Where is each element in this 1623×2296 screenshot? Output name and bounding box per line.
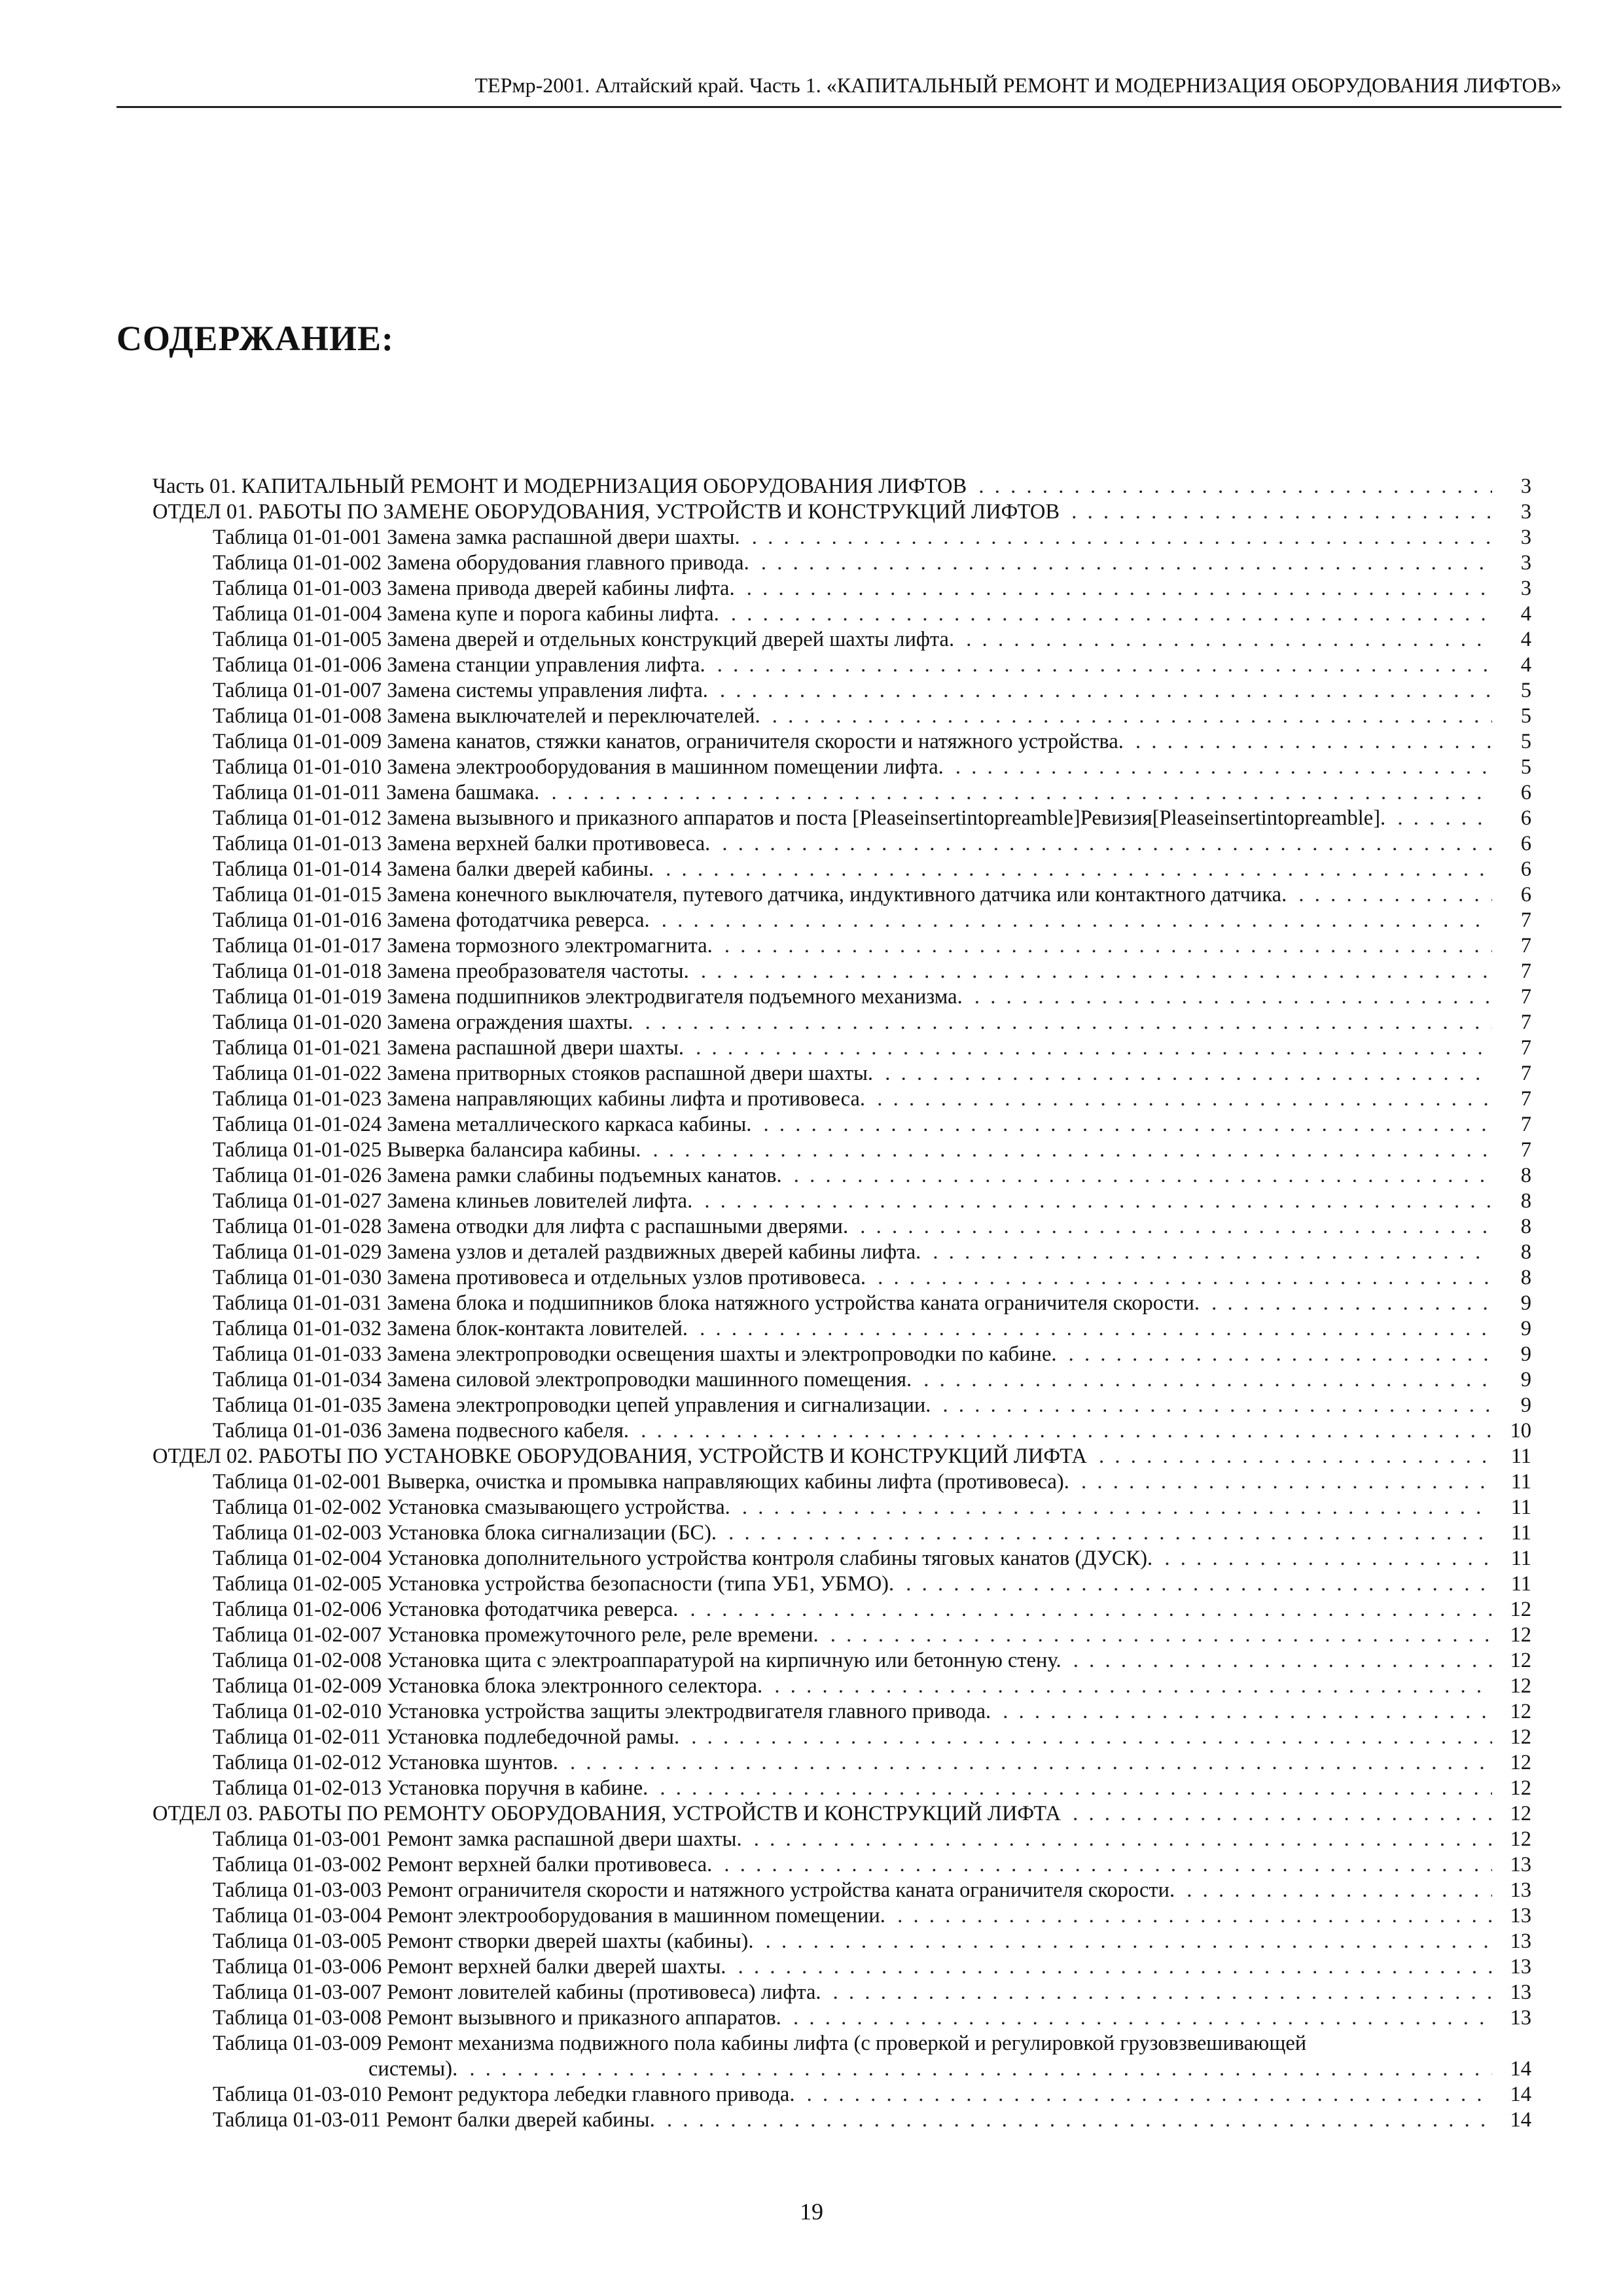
toc-table-entry[interactable] bbox=[152, 1418, 1531, 1444]
toc-entry-title: Таблица 01-01-033 Замена электропроводки освещения шахты и электропроводки по кабине. bbox=[213, 1342, 1057, 1366]
toc-page-number: 12 bbox=[1510, 1725, 1531, 1749]
toc-dot-leader bbox=[629, 1418, 1492, 1444]
toc-page-number: 3 bbox=[1520, 500, 1531, 524]
toc-dot-leader bbox=[819, 1623, 1492, 1648]
toc-dot-leader bbox=[1385, 806, 1492, 831]
toc-page-number: 3 bbox=[1520, 475, 1531, 498]
toc-dot-leader bbox=[762, 1674, 1492, 1699]
toc-entry-title: Таблица 01-02-006 Установка фотодатчика реверса. bbox=[213, 1598, 679, 1621]
toc-page-number: 12 bbox=[1510, 1649, 1531, 1672]
toc-table-entry[interactable] bbox=[152, 1367, 1531, 1393]
toc-table-entry[interactable] bbox=[152, 1597, 1531, 1623]
toc-table-entry[interactable] bbox=[152, 1061, 1531, 1086]
page-title: СОДЕРЖАНИЕ: bbox=[116, 319, 394, 358]
toc-table-entry[interactable] bbox=[152, 1852, 1531, 1878]
toc-dot-leader bbox=[735, 576, 1492, 601]
toc-entry-title: Таблица 01-01-015 Замена конечного выключателя, путевого датчика, индуктивного датчика или контактного датчика. bbox=[213, 883, 1287, 906]
toc-entry-title: ОТДЕЛ 03. РАБОТЫ ПО РЕМОНТУ ОБОРУДОВАНИЯ, УСТРОЙСТВ И КОНСТРУКЦИЙ ЛИФТА bbox=[152, 1802, 1061, 1825]
toc-page-number: 7 bbox=[1520, 1138, 1531, 1162]
toc-table-entry[interactable] bbox=[152, 1035, 1531, 1061]
toc-dot-leader bbox=[650, 908, 1492, 933]
toc-table-entry[interactable] bbox=[152, 1163, 1531, 1189]
toc-entry-title: Таблица 01-01-026 Замена рамки слабины подъемных канатов. bbox=[213, 1164, 782, 1187]
toc-table-entry[interactable] bbox=[152, 806, 1531, 831]
toc-table-entry[interactable] bbox=[152, 1827, 1531, 1852]
toc-table-entry[interactable] bbox=[152, 1546, 1531, 1571]
toc-dot-leader bbox=[865, 1086, 1492, 1112]
toc-entry-title: Таблица 01-02-003 Установка блока сигнализации (БС). bbox=[213, 1521, 717, 1545]
toc-table-entry[interactable] bbox=[152, 1214, 1531, 1240]
toc-table-entry[interactable] bbox=[152, 959, 1531, 984]
toc-page-number: 8 bbox=[1520, 1240, 1531, 1264]
toc-table-entry[interactable] bbox=[152, 1112, 1531, 1138]
toc-table-entry[interactable] bbox=[152, 1929, 1531, 1954]
toc-table-entry[interactable] bbox=[152, 2082, 1531, 2108]
toc-entry-title: Таблица 01-02-009 Установка блока электронного селектора. bbox=[213, 1674, 763, 1698]
toc-page-number: 7 bbox=[1520, 1036, 1531, 1060]
toc-entry-title: Таблица 01-03-002 Ремонт верхней балки противовеса. bbox=[213, 1853, 713, 1876]
toc-page-number: 7 bbox=[1520, 1113, 1531, 1136]
toc-dot-leader bbox=[963, 984, 1492, 1010]
toc-dot-leader bbox=[717, 1520, 1492, 1546]
toc-dot-leader bbox=[1152, 1546, 1492, 1571]
toc-table-entry[interactable] bbox=[152, 601, 1531, 627]
toc-page-number: 9 bbox=[1520, 1368, 1531, 1391]
toc-dot-leader bbox=[726, 1954, 1492, 1980]
toc-page-number: 12 bbox=[1510, 1827, 1531, 1851]
toc-table-entry[interactable] bbox=[152, 2005, 1531, 2031]
toc-entry-title: Таблица 01-03-007 Ремонт ловителей кабины (противовеса) лифта. bbox=[213, 1981, 821, 2004]
toc-table-entry[interactable] bbox=[152, 2108, 1531, 2133]
toc-page-number: 4 bbox=[1520, 628, 1531, 651]
toc-entry-title: Таблица 01-03-006 Ремонт верхней балки дверей шахты. bbox=[213, 1955, 726, 1979]
toc-table-entry[interactable] bbox=[152, 1240, 1531, 1265]
toc-entry-title: Таблица 01-01-012 Замена вызывного и приказного аппаратов и поста [Pleaseinsertintopreamble]Ревизия[Pleaseinsertintopreamble]. bbox=[213, 806, 1386, 830]
toc-entry-title: Таблица 01-02-012 Установка шунтов. bbox=[213, 1751, 558, 1774]
toc-entry-title: Таблица 01-02-004 Установка дополнительного устройства контроля слабины тяговых канатов (ДУСК). bbox=[213, 1547, 1153, 1570]
toc-table-entry[interactable] bbox=[152, 1725, 1531, 1750]
toc-table-entry[interactable] bbox=[152, 882, 1531, 908]
toc-entry-title: Таблица 01-01-004 Замена купе и порога кабины лифта. bbox=[213, 602, 719, 626]
toc-dot-leader bbox=[967, 474, 1492, 499]
toc-table-entry[interactable] bbox=[152, 1750, 1531, 1776]
toc-dot-leader bbox=[633, 1010, 1493, 1035]
toc-page-number: 11 bbox=[1510, 1572, 1531, 1596]
toc-entry-title: Таблица 01-01-023 Замена направляющих кабины лифта и противовеса. bbox=[213, 1087, 866, 1111]
toc-dot-leader bbox=[705, 653, 1492, 678]
toc-dot-leader bbox=[457, 2056, 1492, 2082]
toc-page-number: 6 bbox=[1520, 781, 1531, 804]
toc-table-entry[interactable] bbox=[152, 729, 1531, 755]
toc-section-entry[interactable] bbox=[152, 1801, 1531, 1827]
toc-table-entry[interactable] bbox=[152, 576, 1531, 601]
toc-dot-leader bbox=[692, 1189, 1492, 1214]
toc-dot-leader bbox=[641, 1138, 1492, 1163]
toc-entry-title: Таблица 01-02-007 Установка промежуточного реле, реле времени. bbox=[213, 1623, 819, 1647]
toc-entry-title-continuation: системы). bbox=[368, 2057, 458, 2081]
toc-entry-title: Таблица 01-01-025 Выверка балансира кабины. bbox=[213, 1138, 641, 1162]
toc-table-entry[interactable] bbox=[152, 653, 1531, 678]
toc-table-entry[interactable] bbox=[152, 1878, 1531, 1903]
toc-page-number: 4 bbox=[1520, 602, 1531, 626]
toc-entry-title: Таблица 01-01-022 Замена притворных стояков распашной двери шахты. bbox=[213, 1062, 874, 1085]
toc-entry-title: Таблица 01-01-002 Замена оборудования главного привода. bbox=[213, 551, 749, 575]
toc-page-number: 5 bbox=[1520, 730, 1531, 753]
toc-table-entry[interactable] bbox=[152, 1674, 1531, 1699]
toc-page-number: 5 bbox=[1520, 704, 1531, 728]
toc-entry-title: Таблица 01-03-010 Ремонт редуктора лебедки главного привода. bbox=[213, 2083, 795, 2106]
toc-dot-leader bbox=[740, 525, 1492, 550]
toc-entry-title: Таблица 01-02-008 Установка щита с электроаппаратурой на кирпичную или бетонную стену. bbox=[213, 1649, 1061, 1672]
toc-entry-title: Таблица 01-01-027 Замена клиньев ловителей лифта. bbox=[213, 1189, 693, 1213]
toc-dot-leader bbox=[712, 1852, 1492, 1878]
toc-dot-leader bbox=[866, 1265, 1492, 1291]
toc-table-entry[interactable] bbox=[152, 1138, 1531, 1163]
toc-table-entry[interactable] bbox=[152, 1520, 1531, 1546]
toc-entry-title: Таблица 01-03-001 Ремонт замка распашной двери шахты. bbox=[213, 1827, 742, 1851]
toc-page-number: 9 bbox=[1520, 1342, 1531, 1366]
toc-dot-leader bbox=[655, 2108, 1492, 2133]
toc-dot-leader bbox=[1087, 1444, 1492, 1469]
toc-dot-leader bbox=[1061, 1801, 1492, 1827]
toc-dot-leader bbox=[1061, 1648, 1492, 1674]
toc-dot-leader bbox=[954, 627, 1492, 653]
toc-entry-title: Таблица 01-02-005 Установка устройства безопасности (типа УБ1, УБМО). bbox=[213, 1572, 895, 1596]
toc-entry-title: Таблица 01-03-009 Ремонт механизма подвижного пола кабины лифта (с проверкой и регулировкой грузовзвешивающей bbox=[213, 2032, 1307, 2055]
toc-dot-leader bbox=[921, 1240, 1492, 1265]
toc-table-entry[interactable] bbox=[152, 1954, 1531, 1980]
toc-entry-title: Таблица 01-02-001 Выверка, очистка и промывка направляющих кабины лифта (противовеса). bbox=[213, 1470, 1069, 1494]
toc-table-entry[interactable] bbox=[152, 1776, 1531, 1801]
toc-page-number: 9 bbox=[1520, 1317, 1531, 1340]
toc-table-entry[interactable] bbox=[152, 780, 1531, 806]
toc-entry-title: Таблица 01-01-020 Замена ограждения шахты. bbox=[213, 1011, 633, 1034]
toc-entry-title: Таблица 01-02-002 Установка смазывающего устройства. bbox=[213, 1496, 730, 1519]
toc-entry-title: Таблица 01-01-006 Замена станции управления лифта. bbox=[213, 653, 705, 677]
toc-table-entry[interactable] bbox=[152, 2031, 1531, 2082]
toc-entry-title: Таблица 01-01-030 Замена противовеса и отдельных узлов противовеса. bbox=[213, 1266, 866, 1289]
toc-dot-leader bbox=[781, 2005, 1492, 2031]
toc-page-number: 8 bbox=[1520, 1266, 1531, 1289]
toc-entry-title: Таблица 01-01-001 Замена замка распашной двери шахты. bbox=[213, 526, 740, 549]
toc-dot-leader bbox=[760, 704, 1492, 729]
toc-entry-title: Таблица 01-01-031 Замена блока и подшипников блока натяжного устройства каната ограничителя скорости. bbox=[213, 1291, 1200, 1315]
toc-page-number: 7 bbox=[1520, 960, 1531, 983]
toc-entry-title: Таблица 01-03-011 Ремонт балки дверей кабины. bbox=[213, 2108, 655, 2132]
toc-dot-leader bbox=[848, 1214, 1492, 1240]
toc-page-number: 3 bbox=[1520, 577, 1531, 600]
toc-entry-title: Таблица 01-01-007 Замена системы управления лифта. bbox=[213, 679, 708, 702]
toc-dot-leader bbox=[710, 831, 1492, 857]
toc-table-entry[interactable] bbox=[152, 755, 1531, 780]
toc-entry-title: Таблица 01-03-005 Ремонт створки дверей шахты (кабины). bbox=[213, 1929, 754, 1953]
toc-page-number: 12 bbox=[1510, 1802, 1531, 1825]
toc-dot-leader bbox=[689, 959, 1492, 984]
toc-entry-title: Таблица 01-03-003 Ремонт ограничителя скорости и натяжного устройства каната ограничителя скорости. bbox=[213, 1878, 1175, 1902]
toc-entry-title: Таблица 01-01-024 Замена металлического каркаса кабины. bbox=[213, 1113, 752, 1136]
toc-dot-leader bbox=[821, 1980, 1492, 2005]
toc-dot-leader bbox=[1175, 1878, 1492, 1903]
toc-page-number: 12 bbox=[1510, 1776, 1531, 1800]
toc-page-number: 13 bbox=[1510, 1955, 1531, 1979]
toc-page-number: 4 bbox=[1520, 653, 1531, 677]
toc-page-number: 13 bbox=[1510, 2006, 1531, 2030]
toc-entry-title: Таблица 01-01-021 Замена распашной двери шахты. bbox=[213, 1036, 684, 1060]
toc-entry-title: Таблица 01-01-014 Замена балки дверей кабины. bbox=[213, 857, 654, 881]
toc-page-number: 7 bbox=[1520, 1011, 1531, 1034]
toc-page-number: 14 bbox=[1510, 2057, 1531, 2081]
toc-page-number: 3 bbox=[1520, 551, 1531, 575]
toc-entry-title: Таблица 01-01-017 Замена тормозного электромагнита. bbox=[213, 934, 713, 958]
toc-table-entry[interactable] bbox=[152, 857, 1531, 882]
toc-entry-title: Таблица 01-01-003 Замена привода дверей кабины лифта. bbox=[213, 577, 735, 600]
toc-table-entry[interactable] bbox=[152, 678, 1531, 704]
toc-dot-leader bbox=[742, 1827, 1492, 1852]
toc-dot-leader bbox=[782, 1163, 1492, 1189]
toc-page-number: 7 bbox=[1520, 1087, 1531, 1111]
toc-dot-leader bbox=[873, 1061, 1492, 1086]
toc-dot-leader bbox=[654, 857, 1492, 882]
toc-dot-leader bbox=[931, 1393, 1492, 1418]
toc-table-entry[interactable] bbox=[152, 1086, 1531, 1112]
toc-page-number: 13 bbox=[1510, 1853, 1531, 1876]
toc-page-number: 6 bbox=[1520, 832, 1531, 855]
toc-entry-title: Таблица 01-01-035 Замена электропроводки цепей управления и сигнализации. bbox=[213, 1393, 931, 1417]
toc-dot-leader bbox=[991, 1699, 1492, 1725]
toc-page-number: 9 bbox=[1520, 1291, 1531, 1315]
toc-table-entry[interactable] bbox=[152, 1291, 1531, 1316]
toc-dot-leader bbox=[1060, 499, 1492, 525]
toc-page-number: 8 bbox=[1520, 1189, 1531, 1213]
toc-entry-title: Таблица 01-01-009 Замена канатов, стяжки канатов, ограничителя скорости и натяжного устройства. bbox=[213, 730, 1124, 753]
toc-table-entry[interactable] bbox=[152, 1342, 1531, 1367]
toc-dot-leader bbox=[719, 601, 1492, 627]
toc-entry-title: Таблица 01-01-034 Замена силовой электропроводки машинного помещения. bbox=[213, 1368, 912, 1391]
toc-entry-title: Таблица 01-01-036 Замена подвесного кабеля. bbox=[213, 1419, 630, 1443]
toc-page-number: 12 bbox=[1510, 1598, 1531, 1621]
toc-table-entry[interactable] bbox=[152, 1265, 1531, 1291]
toc-table-entry[interactable] bbox=[152, 525, 1531, 550]
toc-dot-leader bbox=[679, 1725, 1492, 1750]
toc-page-number: 12 bbox=[1510, 1674, 1531, 1698]
toc-table-entry[interactable] bbox=[152, 1393, 1531, 1418]
toc-entry-title: Таблица 01-02-010 Установка устройства защиты электродвигателя главного привода. bbox=[213, 1700, 991, 1723]
toc-table-entry[interactable] bbox=[152, 627, 1531, 653]
toc-table-entry[interactable] bbox=[152, 908, 1531, 933]
toc-page-number: 14 bbox=[1510, 2108, 1531, 2132]
toc-dot-leader bbox=[730, 1495, 1492, 1520]
toc-page-number: 11 bbox=[1510, 1470, 1531, 1494]
toc-table-entry[interactable] bbox=[152, 550, 1531, 576]
toc-entry-title: Таблица 01-01-008 Замена выключателей и переключателей. bbox=[213, 704, 760, 728]
toc-entry-title: ОТДЕЛ 01. РАБОТЫ ПО ЗАМЕНЕ ОБОРУДОВАНИЯ, УСТРОЙСТВ И КОНСТРУКЦИЙ ЛИФТОВ bbox=[152, 500, 1060, 524]
toc-page-number: 7 bbox=[1520, 908, 1531, 932]
toc-table-entry[interactable] bbox=[152, 704, 1531, 729]
toc-page-number: 13 bbox=[1510, 1878, 1531, 1902]
toc-dot-leader bbox=[944, 755, 1492, 780]
toc-entry-title: Таблица 01-01-010 Замена электрооборудования в машинном помещении лифта. bbox=[213, 755, 944, 779]
toc-table-entry[interactable] bbox=[152, 1623, 1531, 1648]
toc-entry-title: Таблица 01-01-018 Замена преобразователя частоты. bbox=[213, 960, 689, 983]
toc-section-entry[interactable] bbox=[152, 1444, 1531, 1469]
toc-dot-leader bbox=[648, 1776, 1492, 1801]
toc-page-number: 9 bbox=[1520, 1393, 1531, 1417]
toc-dot-leader bbox=[688, 1316, 1492, 1342]
toc-section-entry[interactable] bbox=[152, 499, 1531, 525]
toc-page-number: 10 bbox=[1510, 1419, 1531, 1443]
toc-page-number: 11 bbox=[1510, 1547, 1531, 1570]
toc-page-number: 12 bbox=[1510, 1751, 1531, 1774]
toc-page-number: 13 bbox=[1510, 1904, 1531, 1928]
toc-dot-leader bbox=[684, 1035, 1492, 1061]
toc-page-number: 5 bbox=[1520, 755, 1531, 779]
toc-page-number: 13 bbox=[1510, 1929, 1531, 1953]
toc-dot-leader bbox=[708, 678, 1492, 704]
toc-page-number: 13 bbox=[1510, 1981, 1531, 2004]
toc-entry-title: Таблица 01-01-019 Замена подшипников электродвигателя подъемного механизма. bbox=[213, 985, 963, 1009]
toc-dot-leader bbox=[539, 780, 1492, 806]
toc-table-entry[interactable] bbox=[152, 984, 1531, 1010]
toc-page-number: 7 bbox=[1520, 1062, 1531, 1085]
table-of-contents bbox=[152, 474, 1531, 2133]
toc-dot-leader bbox=[1057, 1342, 1493, 1367]
toc-entry-title: Таблица 01-01-016 Замена фотодатчика реверса. bbox=[213, 908, 650, 932]
toc-entry-title: Таблица 01-01-005 Замена дверей и отдельных конструкций дверей шахты лифта. bbox=[213, 628, 955, 651]
toc-dot-leader bbox=[678, 1597, 1492, 1623]
toc-page-number: 12 bbox=[1510, 1700, 1531, 1723]
toc-page-number: 7 bbox=[1520, 985, 1531, 1009]
toc-page-number: 3 bbox=[1520, 526, 1531, 549]
toc-page-number: 8 bbox=[1520, 1164, 1531, 1187]
toc-page-number: 8 bbox=[1520, 1215, 1531, 1238]
toc-dot-leader bbox=[885, 1903, 1492, 1929]
toc-page-number: 14 bbox=[1510, 2083, 1531, 2106]
toc-dot-leader bbox=[713, 933, 1492, 959]
toc-dot-leader bbox=[1287, 882, 1492, 908]
toc-entry-title: Таблица 01-01-013 Замена верхней балки противовеса. bbox=[213, 832, 711, 855]
toc-table-entry[interactable] bbox=[152, 1980, 1531, 2005]
toc-dot-leader bbox=[558, 1750, 1492, 1776]
toc-table-entry[interactable] bbox=[152, 1571, 1531, 1597]
toc-entry-title: Таблица 01-01-011 Замена башмака. bbox=[213, 781, 540, 804]
toc-dot-leader bbox=[894, 1571, 1492, 1597]
toc-page-number: 11 bbox=[1510, 1444, 1531, 1468]
toc-dot-leader bbox=[794, 2082, 1492, 2108]
toc-entry-title: Таблица 01-01-029 Замена узлов и деталей раздвижных дверей кабины лифта. bbox=[213, 1240, 921, 1264]
toc-table-entry[interactable] bbox=[152, 933, 1531, 959]
toc-table-entry[interactable] bbox=[152, 1648, 1531, 1674]
toc-table-entry[interactable] bbox=[152, 1903, 1531, 1929]
toc-entry-title: Таблица 01-01-032 Замена блок-контакта ловителей. bbox=[213, 1317, 688, 1340]
toc-dot-leader bbox=[751, 1112, 1492, 1138]
toc-page-number: 6 bbox=[1520, 857, 1531, 881]
toc-page-number: 12 bbox=[1510, 1623, 1531, 1647]
toc-page-number: 11 bbox=[1510, 1496, 1531, 1519]
toc-dot-leader bbox=[1069, 1469, 1492, 1495]
toc-table-entry[interactable] bbox=[152, 1699, 1531, 1725]
toc-entry-title: Таблица 01-02-013 Установка поручня в кабине. bbox=[213, 1776, 649, 1800]
toc-entry-title: ОТДЕЛ 02. РАБОТЫ ПО УСТАНОВКЕ ОБОРУДОВАНИЯ, УСТРОЙСТВ И КОНСТРУКЦИЙ ЛИФТА bbox=[152, 1444, 1087, 1468]
toc-table-entry[interactable] bbox=[152, 1189, 1531, 1214]
running-header bbox=[116, 71, 1561, 108]
toc-dot-leader bbox=[749, 550, 1492, 576]
toc-page-number: 6 bbox=[1520, 883, 1531, 906]
toc-page-number: 5 bbox=[1520, 679, 1531, 702]
toc-table-entry[interactable] bbox=[152, 1469, 1531, 1495]
page-number: 19 bbox=[800, 2198, 823, 2225]
toc-dot-leader bbox=[1124, 729, 1492, 755]
toc-table-entry[interactable] bbox=[152, 831, 1531, 857]
toc-dot-leader bbox=[753, 1929, 1492, 1954]
toc-entry-title: Таблица 01-01-028 Замена отводки для лифта с распашными дверями. bbox=[213, 1215, 849, 1238]
toc-page-number: 11 bbox=[1510, 1521, 1531, 1545]
toc-table-entry[interactable] bbox=[152, 1316, 1531, 1342]
toc-page-number: 6 bbox=[1520, 806, 1531, 830]
toc-entry-title: Часть 01. КАПИТАЛЬНЫЙ РЕМОНТ И МОДЕРНИЗАЦИЯ ОБОРУДОВАНИЯ ЛИФТОВ bbox=[152, 475, 967, 498]
toc-entry-title: Таблица 01-02-011 Установка подлебедочной рамы. bbox=[213, 1725, 680, 1749]
toc-dot-leader bbox=[1200, 1291, 1492, 1316]
toc-page-number: 7 bbox=[1520, 934, 1531, 958]
toc-table-entry[interactable] bbox=[152, 1495, 1531, 1520]
toc-dot-leader bbox=[912, 1367, 1492, 1393]
toc-entry-title: Таблица 01-03-004 Ремонт электрооборудования в машинном помещении. bbox=[213, 1904, 885, 1928]
toc-section-entry[interactable] bbox=[152, 474, 1531, 499]
toc-table-entry[interactable] bbox=[152, 1010, 1531, 1035]
toc-entry-title: Таблица 01-03-008 Ремонт вызывного и приказного аппаратов. bbox=[213, 2006, 781, 2030]
running-header-text: ТЕРмр-2001. Алтайский край. Часть 1. «КАПИТАЛЬНЫЙ РЕМОНТ И МОДЕРНИЗАЦИЯ ОБОРУДОВАНИЯ ЛИФТОВ» bbox=[474, 73, 1561, 97]
